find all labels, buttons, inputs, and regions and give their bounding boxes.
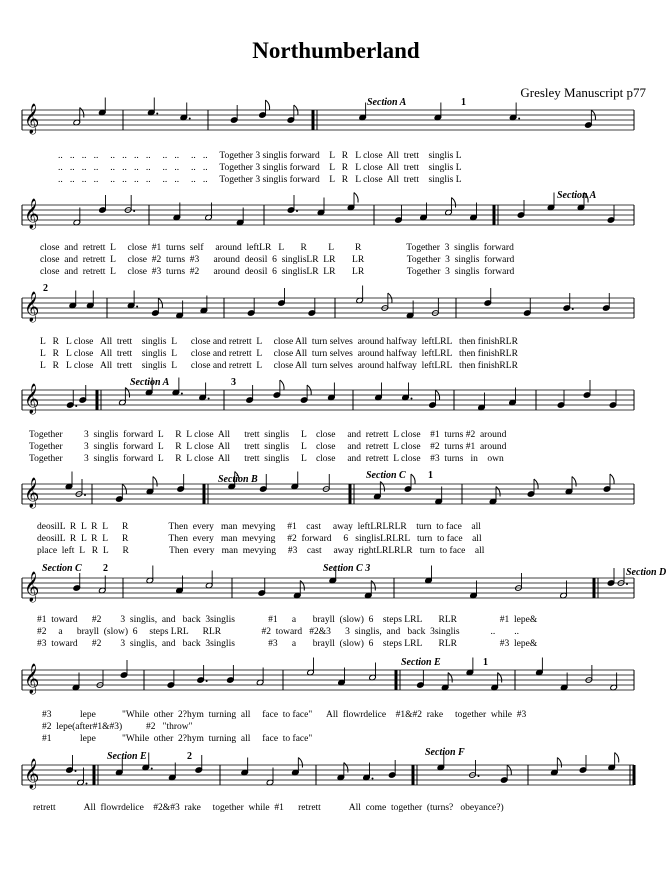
note-flag [572,477,576,487]
treble-clef-icon: 𝄞 [24,478,40,508]
bar-number: 2 [187,751,192,762]
dot [296,210,298,212]
bar-number: 2 [43,283,48,294]
lyric-line: deosilL R L R L R Then every man mevying #2 forward 6 singlisLRLRL turn to face all [37,534,482,544]
lyric-line: L R L close All trett singlis L close and retrett L close All turn selves around halfway leftLRL then finishRLR [40,337,518,347]
lyric-line: L R L close All trett singlis L close and retrett L close All turn selves around halfway leftLRL then finishRLR [40,361,518,371]
dot [136,306,138,308]
note-flag [266,100,270,110]
dot [75,770,77,772]
lyric-line: #3 toward #2 3 singlis, and back 3singlis #3 a brayll (slow) 6 steps LRL RLR #3 lepe& [37,639,538,649]
lyric-line: #2 lepe(after#1&#3) #2 "throw" [42,722,193,732]
dot [518,118,520,120]
bar-number: 2 [103,563,108,574]
note-flag [380,482,384,492]
dot [84,494,86,496]
section-mark: Section B [218,474,258,485]
lyric-line: .. .. .. .. .. .. .. .. .. .. .. .. Together 3 singlis forward L R L close All trett singlis L [58,175,462,185]
note-flag [498,673,502,683]
bar-number: 3 [231,377,236,388]
note-flag [452,198,456,208]
dot [75,405,77,407]
dot [411,398,413,400]
treble-clef-icon: 𝄞 [24,384,40,414]
note-flag [280,380,284,390]
treble-clef-icon: 𝄞 [24,664,40,694]
dot [189,118,191,120]
lyric-line: retrett All flowrdelice #2&#3 rake together while #1 retrett All come together (turns? obeyance?) [33,803,504,813]
treble-clef-icon: 𝄞 [24,759,40,789]
lyric-line: place left L R L R Then every man mevying #3 cast away rightLRLRLR turn to face all [37,546,485,556]
lyric-line: #1 lepe "While other 2?hym turning all face to face" [42,734,313,744]
source-attribution: Gresley Manuscript p77 [520,85,646,100]
section-mark: Section E [107,751,147,762]
treble-clef-icon: 𝄞 [24,572,40,602]
lyric-line: Together 3 singlis forward L R L close All trett singlis L close and retrett L close #2 turns #1 around [29,442,507,452]
note-flag [153,477,157,487]
section-mark: Section A [557,190,597,201]
note-flag [125,388,129,398]
lyric-line: #2 a brayll (slow) 6 steps LRL RLR #2 toward #2&3 3 singlis, and back 3singlis .. .. [37,627,520,637]
dot [372,778,374,780]
lyric-line: close and retrett L close #2 turns #3 around deosil 6 singlisLR LR LR Together 3 singlis forward [40,255,515,265]
note-flag [610,474,614,484]
section-mark: Section A [130,377,170,388]
note-flag [354,193,358,203]
lyric-line: close and retrett L close #3 turns #2 around deosil 6 singlisLR LR LR Together 3 singlis forward [40,267,515,277]
note-flag [371,581,375,591]
note-flag [411,474,415,484]
note-flag [344,763,348,773]
treble-clef-icon: 𝄞 [24,199,40,229]
bar-number: 1 [428,470,433,481]
lyric-line: .. .. .. .. .. .. .. .. .. .. .. .. Together 3 singlis forward L R L close All trett singlis L [58,151,462,161]
lyric-line: #3 lepe "While other 2?hym turning all face to face" All flowrdelice #1&#2 rake together while #3 [42,710,527,720]
treble-clef-icon: 𝄞 [24,292,40,322]
section-mark: Section C [42,563,82,574]
section-mark: Section F [425,747,465,758]
lyric-line: deosilL R L R L R Then every man mevying #1 cast away leftLRLRLR turn to face all [37,522,481,532]
note-flag [80,108,84,118]
lyric-line: L R L close All trett singlis L close and retrett L close All turn selves around halfway leftLRL then finishRLR [40,349,518,359]
note-flag [615,753,619,763]
bar-number: 1 [483,657,488,668]
lyric-line: .. .. .. .. .. .. .. .. .. .. .. .. Together 3 singlis forward L R L close All trett singlis L [58,163,462,173]
note-flag [448,673,452,683]
dot [206,680,208,682]
treble-clef-icon: 𝄞 [24,104,40,134]
lyric-line: Together 3 singlis forward L R L close All trett singlis L close and retrett L close #1 turns #2 around [29,430,507,440]
dot [151,768,153,770]
dot [156,113,158,115]
dot [133,210,135,212]
lyric-line: Together 3 singlis forward L R L close All trett singlis L close and retrett L close #3 turns in own [29,454,504,464]
lyric-line: close and retrett L close #1 turns self around leftLR L R L R Together 3 singlis forward [40,243,514,253]
bar-number: 1 [461,97,466,108]
dot [478,775,480,777]
lyric-line: #1 toward #2 3 singlis, and back 3singlis #1 a brayll (slow) 6 steps LRL RLR #1 lepe& [37,615,538,625]
section-mark: Section D [626,567,667,578]
dot [208,398,210,400]
dot [181,393,183,395]
note-flag [496,487,500,497]
section-mark: Section A [367,97,407,108]
dot [86,783,88,785]
section-mark: Section C 3 [323,563,371,574]
section-mark: Section E [401,657,441,668]
section-mark: Section C [366,470,406,481]
note-flag [298,758,302,768]
note-flag [300,581,304,591]
tune-title: Northumberland [252,38,420,63]
note-flag [557,758,561,768]
dot [572,308,574,310]
dot [626,583,628,585]
